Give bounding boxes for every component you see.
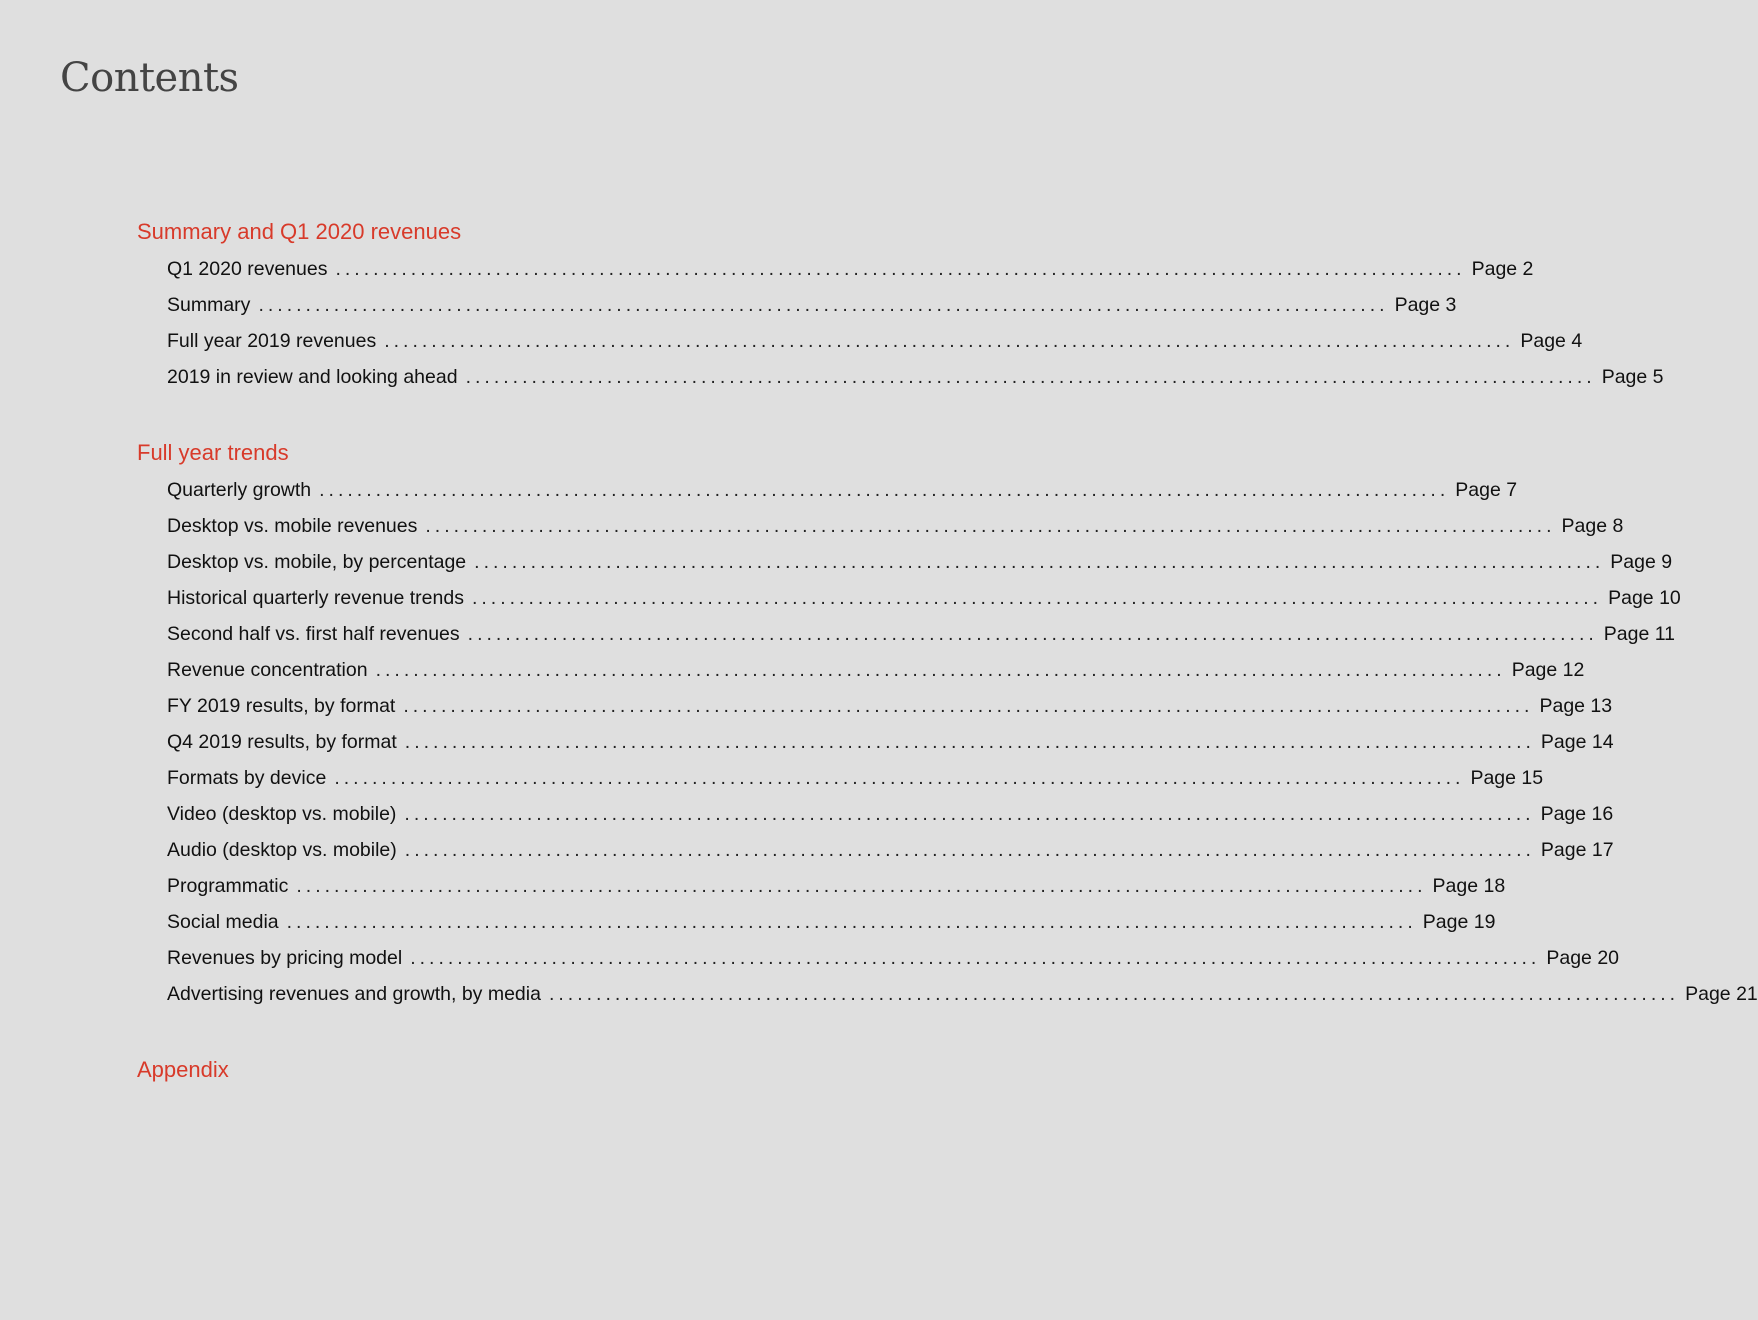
toc-entry-label: Revenue concentration [167, 659, 368, 681]
toc-entry-page: Page 20 [1546, 947, 1620, 969]
toc-entry-label: Social media [167, 911, 279, 933]
dot-leader: ........................................................................................................................ [335, 258, 1466, 280]
toc-entry-page: Page 10 [1608, 587, 1681, 609]
toc-entry[interactable] [137, 868, 1506, 904]
toc-entry[interactable] [137, 904, 1496, 940]
toc-entry-label: FY 2019 results, by format [167, 695, 396, 717]
toc-entry[interactable] [137, 287, 1457, 323]
dot-leader: ........................................................................................................................ [384, 330, 1515, 352]
toc-entry[interactable] [137, 940, 1620, 976]
toc-entry-label: Advertising revenues and growth, by media [167, 983, 541, 1005]
dot-leader: ........................................................................................................................ [425, 515, 1556, 537]
page-title: Contents [60, 55, 239, 101]
dot-leader: ........................................................................................................................ [296, 875, 1427, 897]
toc-entry-label: Programmatic [167, 875, 289, 897]
toc-entry-label: Desktop vs. mobile, by percentage [167, 551, 467, 573]
section-heading: Summary and Q1 2020 revenues [137, 219, 462, 244]
table-of-contents [137, 214, 1758, 1089]
toc-entry-label: 2019 in review and looking ahead [167, 366, 458, 388]
toc-entry[interactable] [137, 688, 1613, 724]
toc-entry-label: Desktop vs. mobile revenues [167, 515, 418, 537]
dot-leader: ........................................................................................................................ [548, 983, 1680, 1005]
dot-leader: ........................................................................................................................ [410, 947, 1541, 969]
dot-leader: ........................................................................................................................ [471, 587, 1603, 609]
toc-entry[interactable] [137, 760, 1544, 796]
toc-entry-label: Second half vs. first half revenues [167, 623, 460, 645]
toc-entry-label: Summary [167, 294, 251, 316]
section-heading[interactable]: Appendix [137, 1057, 229, 1082]
toc-entry[interactable] [137, 832, 1614, 868]
toc-entry-page: Page 9 [1610, 551, 1673, 573]
dot-leader: ........................................................................................................................ [375, 659, 1506, 681]
toc-entry-page: Page 15 [1470, 767, 1544, 789]
toc-entry[interactable] [137, 472, 1518, 508]
toc-entry-label: Video (desktop vs. mobile) [167, 803, 397, 825]
section-heading: Full year trends [137, 440, 289, 465]
toc-entry[interactable] [137, 724, 1614, 760]
toc-entry[interactable] [137, 796, 1614, 832]
toc-entry-label: Audio (desktop vs. mobile) [167, 839, 397, 861]
toc-entry-page: Page 16 [1540, 803, 1614, 825]
dot-leader: ........................................................................................................................ [334, 767, 1465, 789]
toc-entry[interactable] [137, 652, 1585, 688]
toc-section-full-year-trends [137, 435, 1758, 1012]
toc-entry[interactable] [137, 508, 1624, 544]
toc-entry-label: Formats by device [167, 767, 327, 789]
toc-entry-page: Page 2 [1471, 258, 1534, 280]
toc-section-summary [137, 214, 1664, 395]
toc-entry-label: Q4 2019 results, by format [167, 731, 397, 753]
toc-entry-label: Q1 2020 revenues [167, 258, 328, 280]
dot-leader: ........................................................................................................................ [474, 551, 1605, 573]
toc-entry[interactable] [137, 580, 1681, 616]
toc-entry-page: Page 5 [1601, 366, 1664, 388]
dot-leader: ........................................................................................................................ [467, 623, 1598, 645]
toc-entry-page: Page 13 [1539, 695, 1613, 717]
toc-entry-page: Page 4 [1520, 330, 1583, 352]
dot-leader: ........................................................................................................................ [403, 695, 1534, 717]
dot-leader: ........................................................................................................................ [404, 839, 1535, 861]
toc-entry-label: Full year 2019 revenues [167, 330, 377, 352]
toc-entry-page: Page 19 [1422, 911, 1496, 933]
toc-entry[interactable] [137, 251, 1534, 287]
dot-leader: ........................................................................................................................ [404, 731, 1535, 753]
toc-entry[interactable] [137, 976, 1758, 1012]
toc-entry-label: Revenues by pricing model [167, 947, 403, 969]
toc-entry[interactable] [137, 544, 1673, 580]
toc-entry-page: Page 11 [1603, 623, 1675, 645]
toc-entry-page: Page 14 [1540, 731, 1614, 753]
dot-leader: ........................................................................................................................ [465, 366, 1596, 388]
toc-entry-page: Page 7 [1455, 479, 1518, 501]
toc-section-appendix [137, 1052, 806, 1088]
dot-leader: ........................................................................................................................ [404, 803, 1535, 825]
toc-entry[interactable] [137, 616, 1675, 652]
dot-leader: ........................................................................................................................ [258, 294, 1389, 316]
toc-entry[interactable] [137, 359, 1664, 395]
dot-leader: ........................................................................................................................ [286, 911, 1417, 933]
toc-entry-page: Page 3 [1394, 294, 1457, 316]
toc-entry-page: Page 18 [1432, 875, 1506, 897]
toc-entry-page: Page 12 [1511, 659, 1585, 681]
toc-entry[interactable] [137, 323, 1583, 359]
toc-entry-label: Quarterly growth [167, 479, 312, 501]
toc-entry-page: Page 17 [1540, 839, 1614, 861]
toc-entry-label: Historical quarterly revenue trends [167, 587, 464, 609]
dot-leader: ........................................................................................................................ [319, 479, 1450, 501]
toc-entry-page: Page 21 [1685, 983, 1758, 1005]
toc-entry-page: Page 8 [1561, 515, 1624, 537]
